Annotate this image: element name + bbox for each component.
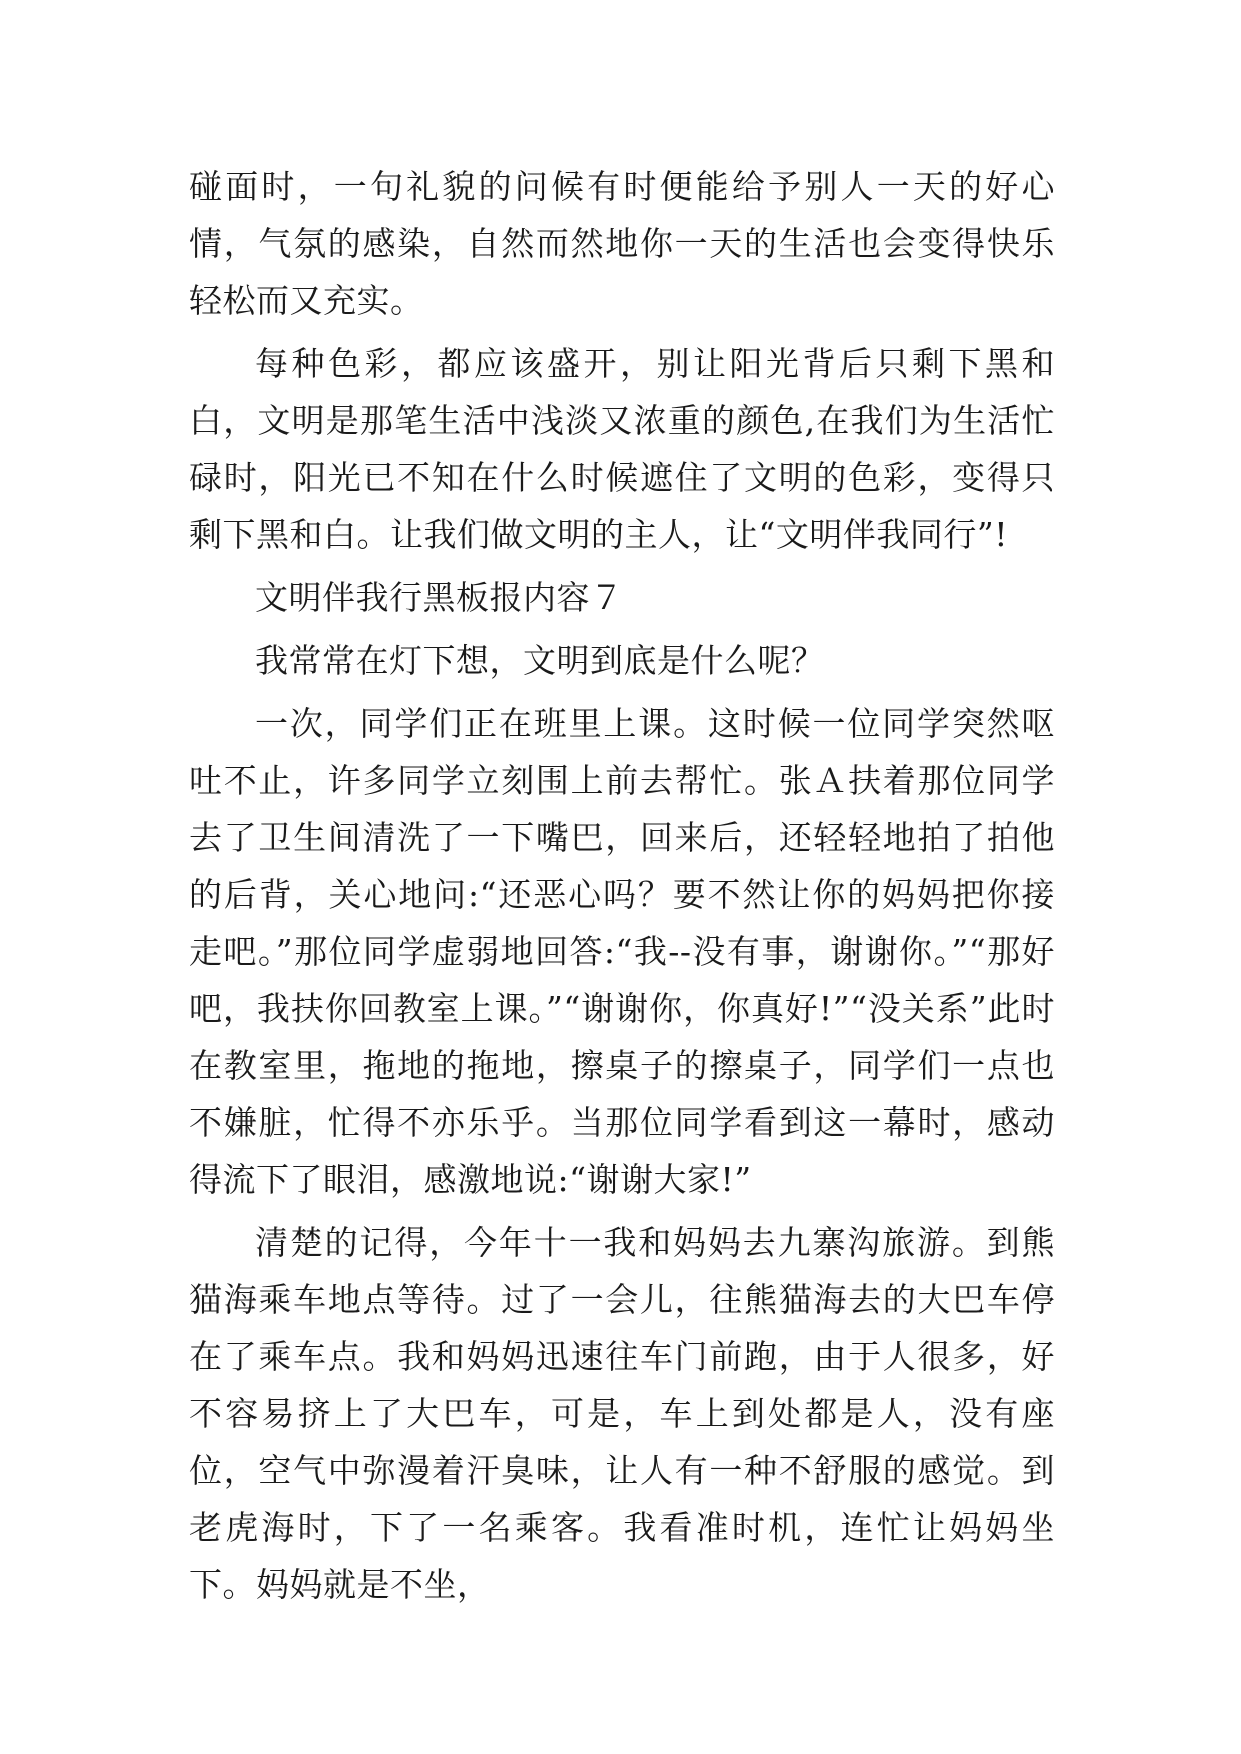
paragraph-travel-story: 清楚的记得，今年十一我和妈妈去九寨沟旅游。到熊猫海乘车地点等待。过了一会儿，往熊猫海去的大巴车停在了乘车点。我和妈妈迅速往车门前跑，由于人很多，好不容易挤上了大巴车，可是，车上到处都是人，没有座位，空气中弥漫着汗臭味，让人有一种不舒服的感觉。到老虎海时，下了一名乘客。我看准时机，连忙让妈妈坐下。妈妈就是不坐， xyxy=(189,1223,1055,1604)
paragraph-question: 我常常在灯下想，文明到底是什么呢？ xyxy=(255,641,825,680)
paragraph-colors: 每种色彩，都应该盛开，别让阳光背后只剩下黑和白，文明是那笔生活中浅淡又浓重的颜色,在我们为生活忙碌时，阳光已不知在什么时候遮住了文明的色彩，变得只剩下黑和白。让我们做文明的主人，让“文明伴我同行”! xyxy=(189,344,1055,554)
document-body xyxy=(189,158,1055,1613)
section-heading: 文明伴我行黑板报内容７ xyxy=(255,578,624,617)
paragraph-continuation: 碰面时，一句礼貌的问候有时便能给予别人一天的好心情，气氛的感染，自然而然地你一天的生活也会变得快乐轻松而又充实。 xyxy=(189,167,1055,320)
paragraph-classroom-story: 一次，同学们正在班里上课。这时候一位同学突然呕吐不止，许多同学立刻围上前去帮忙。张Ａ扶着那位同学去了卫生间清洗了一下嘴巴，回来后，还轻轻地拍了拍他的后背，关心地问:“还恶心吗？要不然让你的妈妈把你接走吧。”那位同学虚弱地回答:“我--没有事，谢谢你。”“那好吧，我扶你回教室上课。”“谢谢你，你真好!”“没关系”此时在教室里，拖地的拖地，擦桌子的擦桌子，同学们一点也不嫌脏，忙得不亦乐乎。当那位同学看到这一幕时，感动得流下了眼泪，感激地说:“谢谢大家!” xyxy=(189,704,1055,1199)
